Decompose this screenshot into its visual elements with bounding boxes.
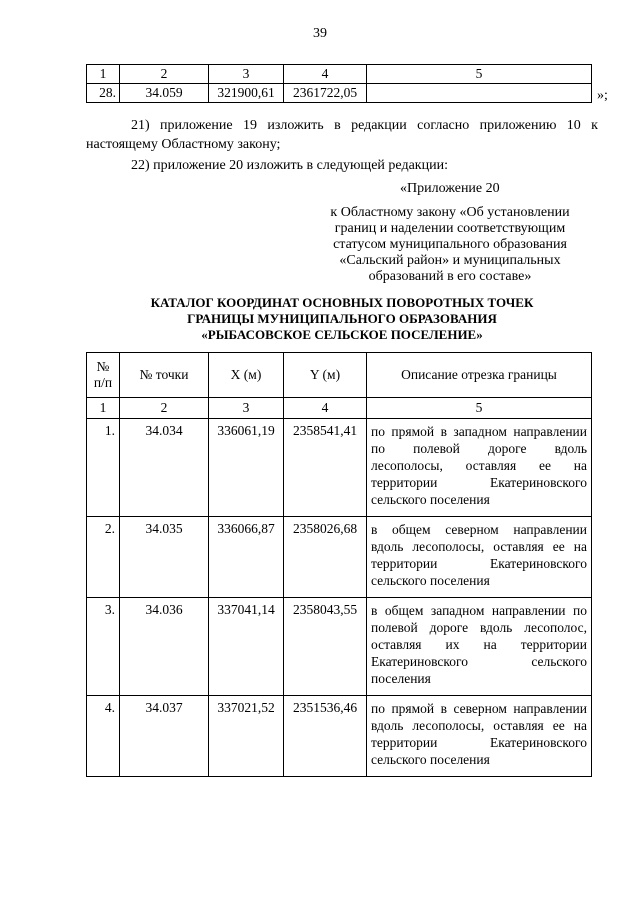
x-coordinate: 337041,14 [209,598,284,696]
row-number: 2. [87,517,120,598]
col-header-description: Описание отрезка границы [367,353,592,398]
continuation-table [86,64,592,103]
catalog-title-line: КАТАЛОГ КООРДИНАТ ОСНОВНЫХ ПОВОРОТНЫХ ТОЧЕК [150,295,534,310]
y-coordinate: 2361722,05 [284,84,367,103]
y-coordinate: 2358043,55 [284,598,367,696]
y-coordinate: 2358026,68 [284,517,367,598]
paragraph-21: 21) приложение 19 изложить в редакции согласно приложению 10 к настоящему Областному закону; [86,118,598,152]
segment-description: по прямой в западном направлении по полевой дороге вдоль лесополосы, оставляя ее на территории Екатериновского сельского поселения [367,419,592,517]
table-row [87,598,592,696]
x-coordinate: 336066,87 [209,517,284,598]
col-header-y: Y (м) [284,353,367,398]
catalog-title-line: «РЫБАСОВСКОЕ СЕЛЬСКОЕ ПОСЕЛЕНИЕ» [201,327,483,342]
catalog-title [86,295,598,343]
col-header: 5 [367,65,592,84]
row-number: 3. [87,598,120,696]
point-id: 34.034 [120,419,209,517]
point-id: 34.059 [120,84,209,103]
closing-quote: »; [597,88,608,103]
col-header: 4 [284,65,367,84]
appendix-note-line: образований в его составе» [368,269,532,284]
column-number-row [87,398,592,419]
table-row [87,517,592,598]
appendix-note-line: статусом муниципального образования [333,237,567,252]
row-number: 28. [87,84,120,103]
table-header-row [87,353,592,398]
col-header-point: № точки [120,353,209,398]
col-header: 1 [87,65,120,84]
paragraph-22: 22) приложение 20 изложить в следующей редакции: [131,158,448,173]
col-number: 4 [284,398,367,419]
coordinates-table [86,352,592,777]
appendix-title: «Приложение 20 [400,181,500,196]
appendix-note-line: к Областному закону «Об установлении [330,205,570,220]
appendix-note-line: границ и наделении соответствующим [334,221,566,236]
col-number: 2 [120,398,209,419]
x-coordinate: 336061,19 [209,419,284,517]
table-row [87,696,592,777]
segment-description [367,84,592,103]
table-row [87,84,592,103]
x-coordinate: 321900,61 [209,84,284,103]
segment-description: в общем западном направлении по полевой дороге вдоль лесополос, оставляя их на территории Екатериновского сельского поселения [367,598,592,696]
x-coordinate: 337021,52 [209,696,284,777]
appendix-note-line: «Сальский район» и муниципальных [339,253,561,268]
col-number: 1 [87,398,120,419]
col-number: 3 [209,398,284,419]
page-number: 39 [313,26,327,41]
appendix-note [310,205,590,285]
col-header-x: X (м) [209,353,284,398]
col-header: 3 [209,65,284,84]
point-id: 34.037 [120,696,209,777]
table-row [87,419,592,517]
segment-description: по прямой в северном направлении вдоль лесополосы, оставляя ее на территории Екатериновского сельского поселения [367,696,592,777]
col-header-number: № п/п [87,353,120,398]
col-header: 2 [120,65,209,84]
y-coordinate: 2358541,41 [284,419,367,517]
row-number: 1. [87,419,120,517]
col-number: 5 [367,398,592,419]
segment-description: в общем северном направлении вдоль лесополосы, оставляя ее на территории Екатериновского сельского поселения [367,517,592,598]
catalog-title-line: ГРАНИЦЫ МУНИЦИПАЛЬНОГО ОБРАЗОВАНИЯ [187,311,497,326]
row-number: 4. [87,696,120,777]
point-id: 34.035 [120,517,209,598]
table-header-row [87,65,592,84]
point-id: 34.036 [120,598,209,696]
y-coordinate: 2351536,46 [284,696,367,777]
